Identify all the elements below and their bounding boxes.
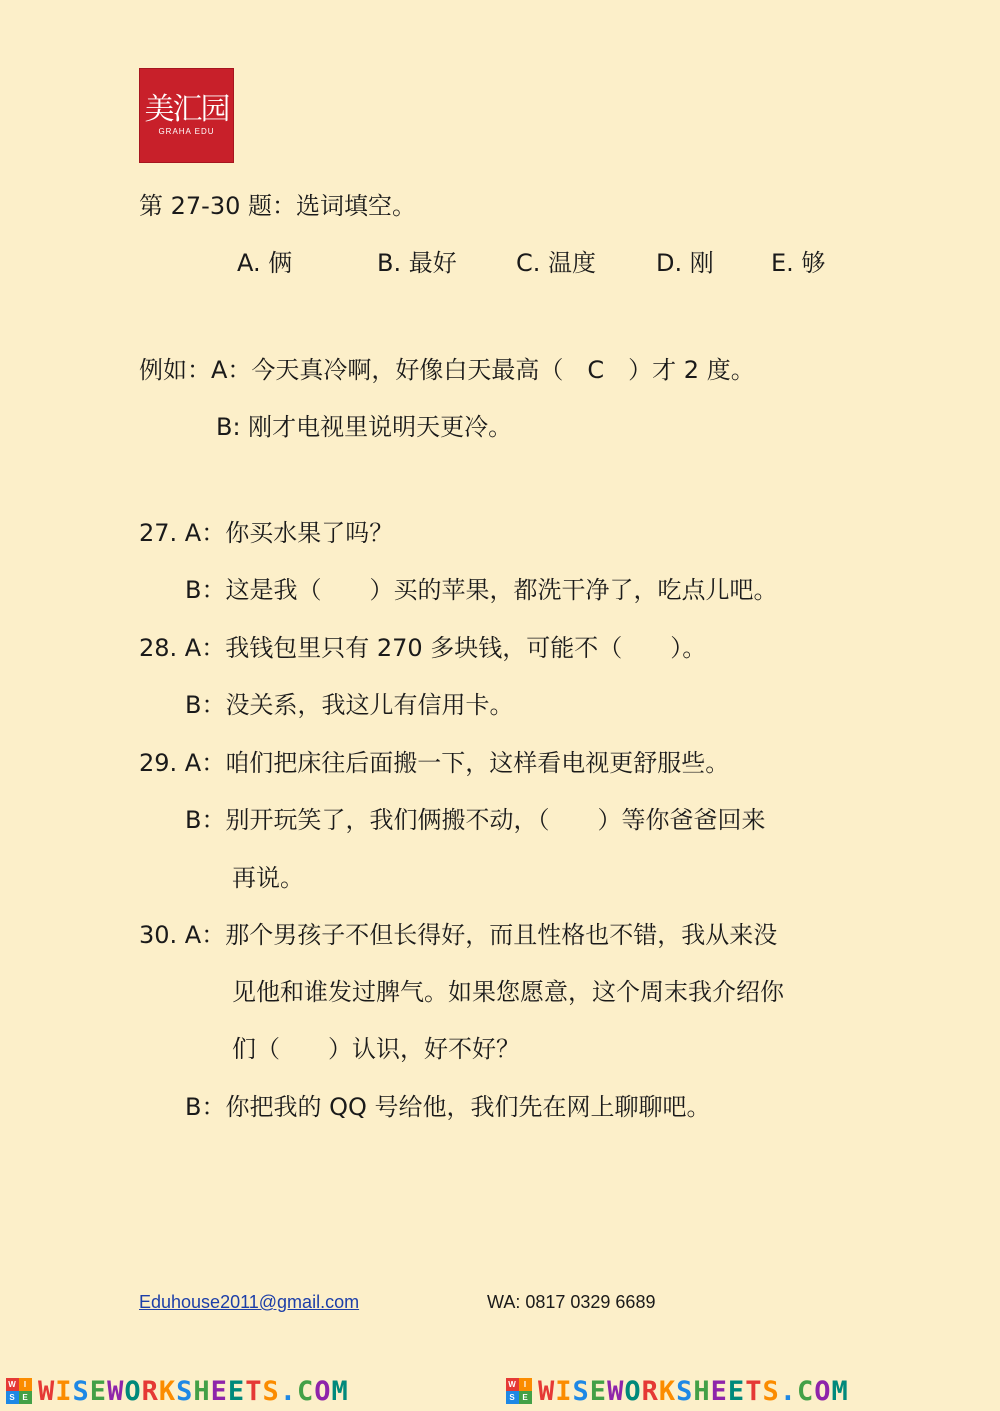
question-30-b: B：你把我的 QQ 号给他，我们先在网上聊聊吧。	[185, 1093, 711, 1121]
watermark-text: WISEWORKSHEETS.COM	[38, 1375, 349, 1407]
logo	[139, 68, 234, 163]
option-b: B. 最好	[377, 249, 457, 277]
question-27-b: B：这是我（ ）买的苹果，都洗干净了，吃点儿吧。	[185, 576, 778, 604]
logo-brand: GRAHA EDU	[158, 127, 215, 136]
question-29-b: B：别开玩笑了，我们俩搬不动，（ ）等你爸爸回来	[185, 806, 766, 834]
option-e: E. 够	[771, 249, 826, 277]
contact-email-link[interactable]: Eduhouse2011@gmail.com	[139, 1292, 360, 1312]
page-heading: 第 27-30 题：选词填空。	[139, 192, 416, 220]
option-c: C. 温度	[516, 249, 597, 277]
question-27-a: 27. A：你买水果了吗？	[139, 519, 394, 547]
question-29-b-cont: 再说。	[232, 864, 304, 892]
watermark-right	[506, 1373, 849, 1409]
question-30-a-cont1: 见他和谁发过脾气。如果您愿意，这个周末我介绍你	[232, 978, 784, 1006]
option-a: A. 俩	[237, 249, 293, 277]
question-30-a-cont2: 们（ ）认识，好不好？	[232, 1035, 520, 1063]
watermark-left	[6, 1373, 349, 1409]
question-29-a: 29. A：咱们把床往后面搬一下，这样看电视更舒服些。	[139, 749, 730, 777]
question-28-b: B：没关系，我这儿有信用卡。	[185, 691, 514, 719]
watermark-badge-icon: W I S E	[506, 1378, 532, 1404]
logo-glyph: 美汇园	[144, 92, 229, 127]
contact-whatsapp: WA: 0817 0329 6689	[487, 1292, 656, 1312]
example-line-a: 例如：A：今天真冷啊，好像白天最高（ C ）才 2 度。	[139, 356, 755, 384]
watermark-badge-icon: W I S E	[6, 1378, 32, 1404]
question-30-a: 30. A：那个男孩子不但长得好，而且性格也不错，我从来没	[139, 921, 778, 949]
example-line-b: B: 刚才电视里说明天更冷。	[216, 413, 513, 441]
question-28-a: 28. A：我钱包里只有 270 多块钱，可能不（ ）。	[139, 634, 707, 662]
watermark-text: WISEWORKSHEETS.COM	[538, 1375, 849, 1407]
option-d: D. 刚	[656, 249, 714, 277]
